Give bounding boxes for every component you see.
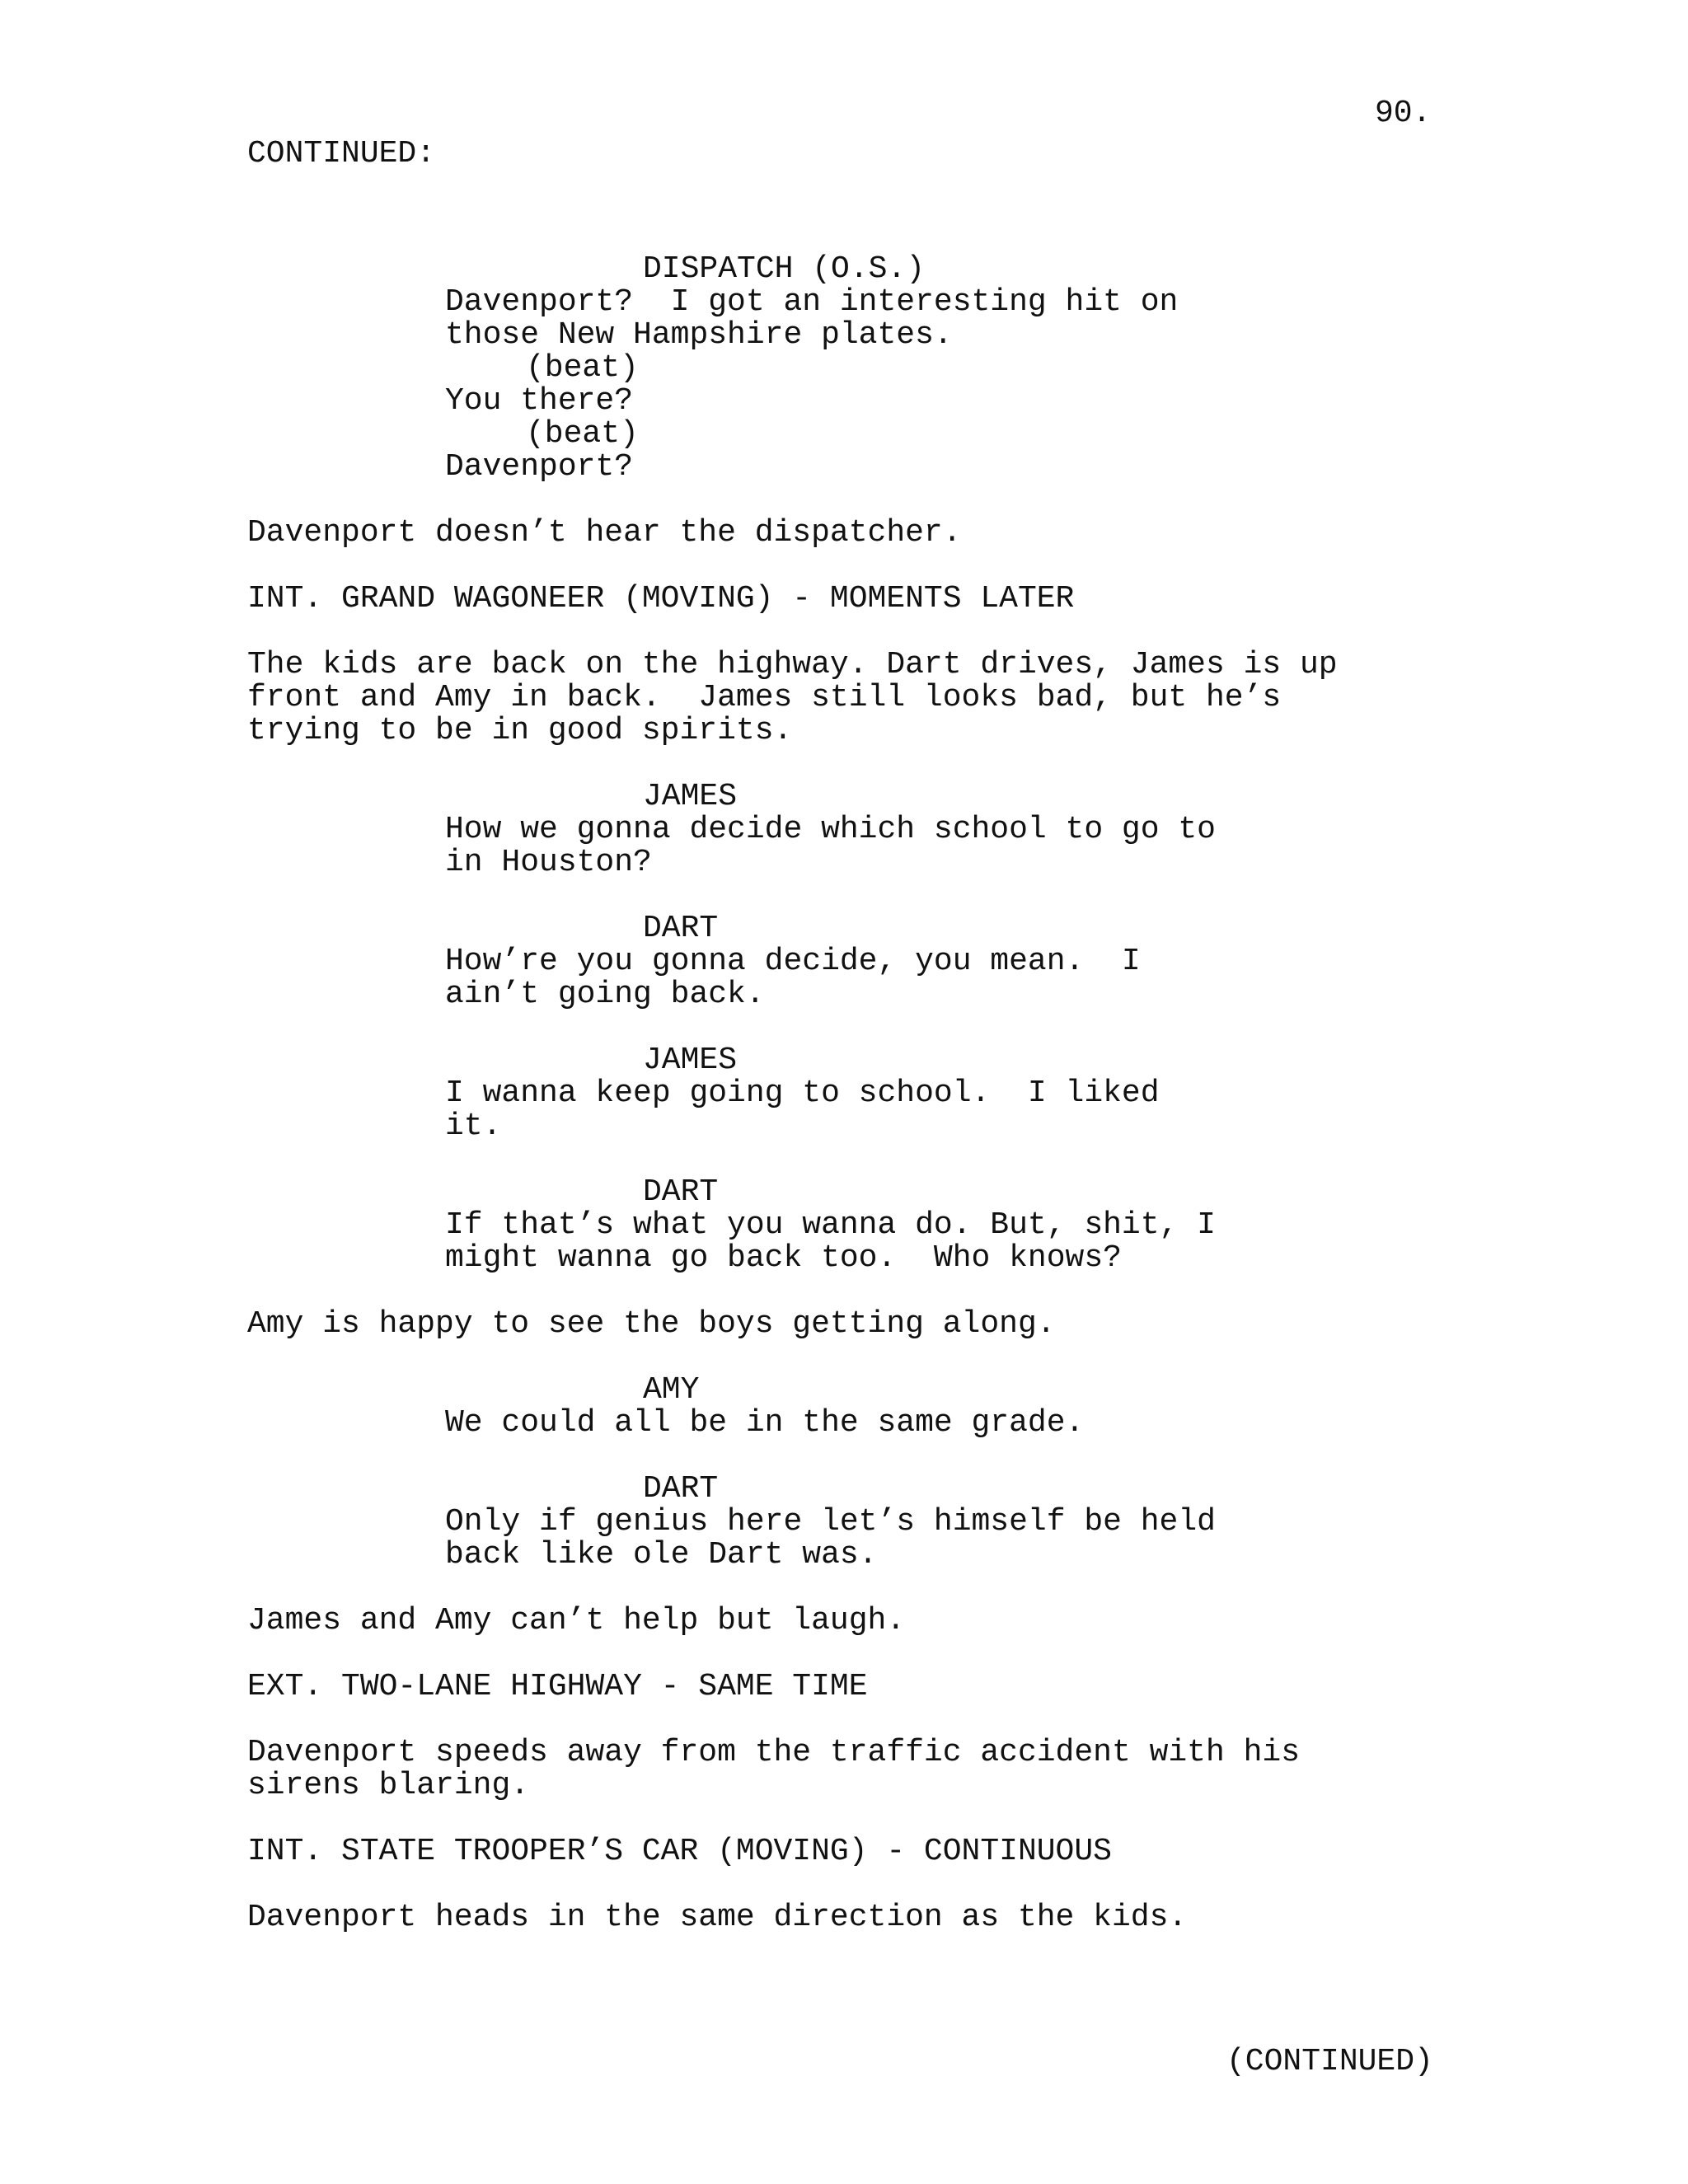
scene-heading: INT. STATE TROOPER’S CAR (MOVING) - CONTINUOUS	[247, 1834, 1112, 1869]
character-cue-dart: DART	[643, 911, 719, 946]
scene-heading: EXT. TWO-LANE HIGHWAY - SAME TIME	[247, 1669, 868, 1704]
dialogue-line: Only if genius here let’s himself be held	[445, 1504, 1216, 1540]
continued-footer: (CONTINUED)	[1226, 2044, 1433, 2079]
dialogue-line: How we gonna decide which school to go to	[445, 812, 1216, 847]
action-line: front and Amy in back. James still looks bad, but he’s	[247, 680, 1282, 715]
character-cue-amy: AMY	[643, 1372, 700, 1408]
page-number: 90.	[1375, 96, 1432, 131]
dialogue-line: I wanna keep going to school. I liked	[445, 1076, 1160, 1111]
dialogue-line: Davenport?	[445, 449, 634, 485]
dialogue-line: back like ole Dart was.	[445, 1537, 878, 1572]
action-line: Davenport doesn’t hear the dispatcher.	[247, 515, 962, 551]
action-line: sirens blaring.	[247, 1768, 530, 1803]
action-line: Davenport heads in the same direction as the kids.	[247, 1900, 1188, 1935]
dialogue-line: How’re you gonna decide, you mean. I	[445, 944, 1141, 979]
character-cue-james: JAMES	[643, 1043, 738, 1078]
dialogue-line: You there?	[445, 383, 634, 419]
character-cue-dart: DART	[643, 1471, 719, 1507]
dialogue-line: If that’s what you wanna do. But, shit, I	[445, 1207, 1216, 1243]
dialogue-line: in Houston?	[445, 845, 652, 880]
parenthetical: (beat)	[526, 416, 639, 452]
parenthetical: (beat)	[526, 350, 639, 386]
dialogue-line: those New Hampshire plates.	[445, 317, 953, 353]
continued-header: CONTINUED:	[247, 136, 436, 171]
dialogue-line: ain’t going back.	[445, 977, 765, 1012]
scene-heading: INT. GRAND WAGONEER (MOVING) - MOMENTS LATER	[247, 581, 1075, 616]
dialogue-line: Davenport? I got an interesting hit on	[445, 284, 1179, 320]
character-cue-dart: DART	[643, 1174, 719, 1210]
dialogue-line: it.	[445, 1108, 502, 1144]
action-line: trying to be in good spirits.	[247, 713, 793, 748]
action-line: Amy is happy to see the boys getting along.	[247, 1306, 1056, 1342]
character-cue-james: JAMES	[643, 779, 738, 814]
action-line: James and Amy can’t help but laugh.	[247, 1603, 906, 1638]
dialogue-line: might wanna go back too. Who knows?	[445, 1240, 1122, 1276]
character-cue-dispatch: DISPATCH (O.S.)	[643, 251, 926, 287]
action-line: Davenport speeds away from the traffic accident with his	[247, 1735, 1301, 1770]
action-line: The kids are back on the highway. Dart drives, James is up	[247, 647, 1338, 682]
dialogue-line: We could all be in the same grade.	[445, 1405, 1085, 1441]
